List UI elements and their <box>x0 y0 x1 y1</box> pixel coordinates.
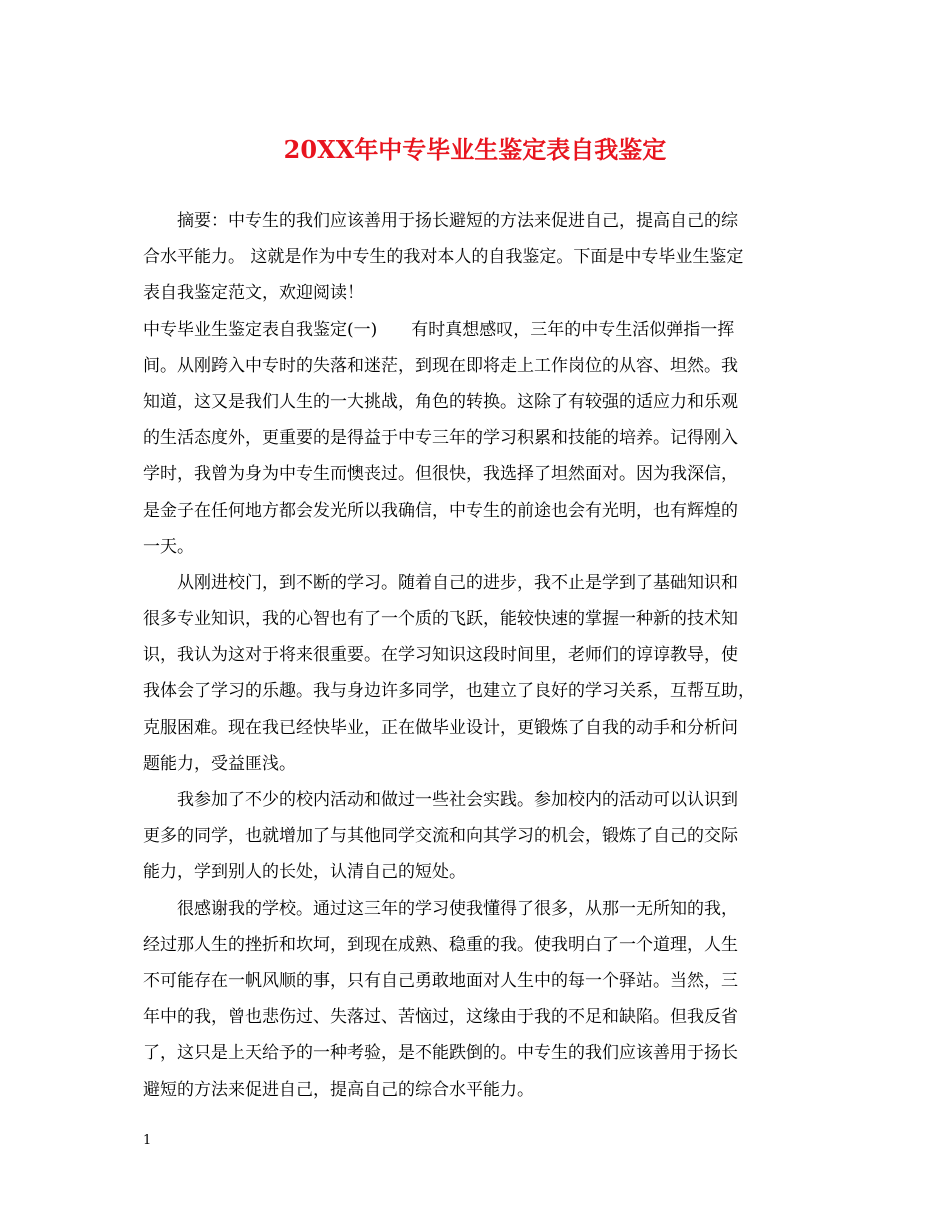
text-line: 表自我鉴定范文，欢迎阅读！ <box>143 283 364 304</box>
text-line: 避短的方法来促进自己，提高自己的综合水平能力。 <box>143 1079 534 1100</box>
text-line: 很感谢我的学校。通过这三年的学习使我懂得了很多，从那一无所知的我， <box>177 898 738 919</box>
document-body <box>143 203 815 1108</box>
page-number: 1 <box>143 1133 152 1148</box>
text-line: 间。从刚跨入中专时的失落和迷茫，到现在即将走上工作岗位的从容、坦然。我 <box>143 355 738 376</box>
text-line: 识，我认为这对于将来很重要。在学习知识这段时间里，老师们的谆谆教导，使 <box>143 645 738 666</box>
text-line: 很多专业知识，我的心智也有了一个质的飞跃，能较快速的掌握一种新的技术知 <box>143 609 738 630</box>
text-line: 我体会了学习的乐趣。我与身边许多同学，也建立了良好的学习关系，互帮互助， <box>143 681 755 702</box>
text-line: 知道，这又是我们人生的一大挑战，角色的转换。这除了有较强的适应力和乐观 <box>143 391 738 412</box>
text-line: 不可能存在一帆风顺的事，只有自己勇敢地面对人生中的每一个驿站。当然，三 <box>143 970 738 991</box>
text-line: 从刚进校门，到不断的学习。随着自己的进步，我不止是学到了基础知识和 <box>177 572 738 593</box>
text-line: 了，这只是上天给予的一种考验，是不能跌倒的。中专生的我们应该善用于扬长 <box>143 1043 738 1064</box>
text-line: 题能力，受益匪浅。 <box>143 753 296 774</box>
text-line: 我参加了不少的校内活动和做过一些社会实践。参加校内的活动可以认识到 <box>177 790 738 810</box>
text-line: 更多的同学，也就增加了与其他同学交流和向其学习的机会，锻炼了自己的交际 <box>143 826 738 847</box>
text-line: 的生活态度外，更重要的是得益于中专三年的学习积累和技能的培养。记得刚入 <box>143 428 738 449</box>
text-line: 经过那人生的挫折和坎坷，到现在成熟、稳重的我。使我明白了一个道理，人生 <box>143 934 738 955</box>
text-line: 一天。 <box>143 536 194 557</box>
text-line: 克服困难。现在我已经快毕业，正在做毕业设计，更锻炼了自我的动手和分析问 <box>143 717 738 738</box>
text-line: 年中的我，曾也悲伤过、失落过、苦恼过，这缘由于我的不足和缺陷。但我反省 <box>143 1007 738 1028</box>
text-line: 能力，学到别人的长处，认清自己的短处。 <box>143 862 466 883</box>
text-line: 中专毕业生鉴定表自我鉴定(一) 有时真想感叹，三年的中专生活似弹指一挥 <box>143 319 735 340</box>
text-line: 学时，我曾为身为中专生而懊丧过。但很快，我选择了坦然面对。因为我深信， <box>143 464 738 485</box>
document-title: 20XX年中专毕业生鉴定表自我鉴定 <box>283 135 667 164</box>
text-line: 合水平能力。 这就是作为中专生的我对本人的自我鉴定。下面是中专毕业生鉴定 <box>143 247 744 268</box>
text-line: 摘要：中专生的我们应该善用于扬长避短的方法来促进自己，提高自己的综 <box>177 211 738 231</box>
text-line: 是金子在任何地方都会发光所以我确信，中专生的前途也会有光明，也有辉煌的 <box>143 500 738 521</box>
